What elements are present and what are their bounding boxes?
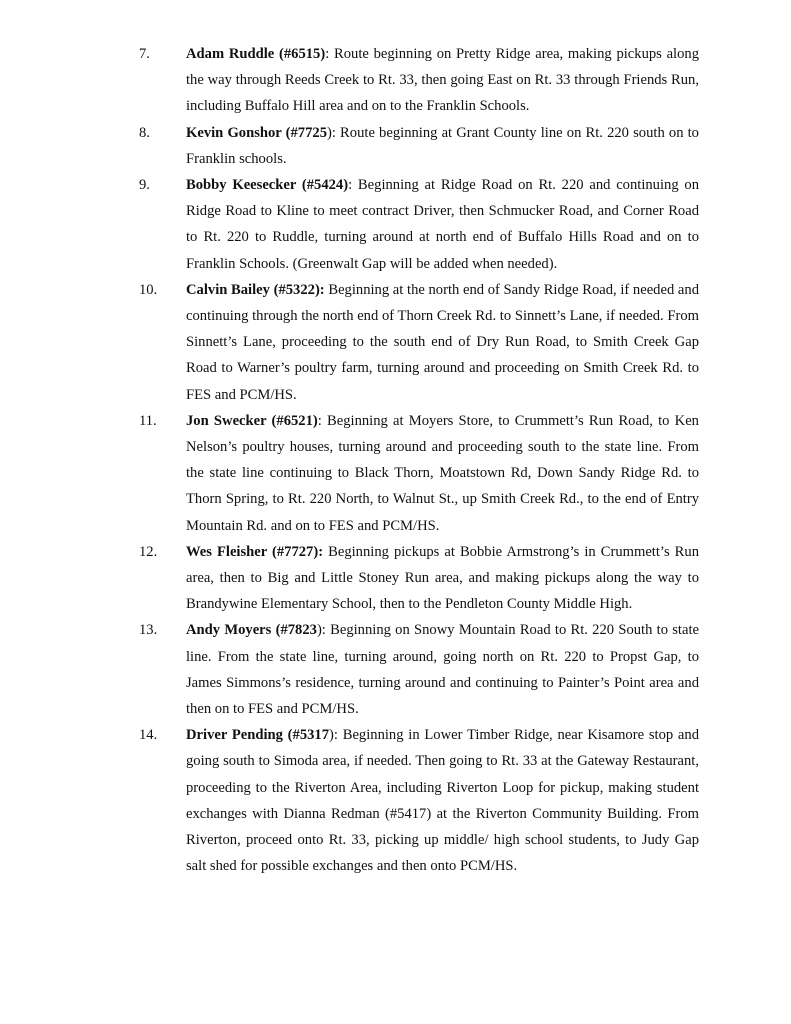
- route-description: : Beginning at Ridge Road on Rt. 220 and continuing on Ridge Road to Kline to meet contract Driver, then Schmucker Road, and Corner Road to Rt. 220 to Ruddle, turning around at north end of Buffalo Hills Road and on to Franklin Schools. (Greenwalt Gap will be added when needed).: [186, 177, 699, 272]
- route-description: ): Beginning in Lower Timber Ridge, near Kisamore stop and going south to Simoda area, if needed. Then going to Rt. 33 at the Gateway Restaurant, proceeding to the Riverton Area, including Riverton Loop for pickup, making student exchanges with Dianna Redman (#5417) at the Riverton Community Building. From Riverton, proceed onto Rt. 33, picking up middle/ high school students, to Judy Gap salt shed for possible exchanges and then onto PCM/HS.: [186, 727, 699, 875]
- driver-name: Adam Ruddle (#6515): [186, 46, 326, 62]
- list-item: [0, 617, 791, 722]
- route-description: Beginning at the north end of Sandy Ridge Road, if needed and continuing through the north end of Thorn Creek Rd. to Sinnett’s Lane, if needed. From Sinnett’s Lane, proceeding to the south end of Dry Run Road, to Smith Creek Gap Road to Warner’s poultry farm, turning around and proceeding on Smith Creek Rd. to FES and PCM/HS.: [186, 281, 699, 403]
- item-number: 7.: [139, 46, 150, 62]
- item-number: 14.: [139, 727, 158, 744]
- list-item: [0, 408, 791, 539]
- driver-name: Bobby Keesecker (#5424): [186, 177, 349, 194]
- route-description: : Route beginning on Pretty Ridge area, making pickups along the way through Reeds Creek to Rt. 33, then going East on Rt. 33 through Friends Run, including Buffalo Hill area and on to the Franklin Schools.: [186, 46, 700, 115]
- driver-name: Wes Fleisher (#7727):: [186, 543, 324, 560]
- item-body: [186, 539, 699, 618]
- route-description: ): Beginning on Snowy Mountain Road to Rt. 220 South to state line. From the state line, turning around, going north on Rt. 220 to Propst Gap, to James Simmons’s residence, turning around and continuing to Painter’s Point area and then on to FES and PCM/HS.: [186, 622, 699, 718]
- driver-name: Andy Moyers (#7823: [186, 622, 317, 639]
- list-item: [0, 539, 791, 618]
- item-number: 13.: [139, 622, 158, 639]
- route-description: ): Route beginning at Grant County line on Rt. 220 south on to Franklin schools.: [186, 124, 699, 167]
- list-item: [0, 120, 791, 172]
- route-description: : Beginning at Moyers Store, to Crummett’s Run Road, to Ken Nelson’s poultry houses, turning around and proceeding south to the state line. From the state line continuing to Black Thorn, Moatstown Rd, Down Sandy Ridge Rd. to Thorn Spring, to Rt. 220 North, to Walnut St., up Smith Creek Rd., to the end of Entry Mountain Rd. and on to FES and PCM/HS.: [186, 412, 699, 534]
- item-number: 9.: [139, 177, 150, 194]
- driver-name: Calvin Bailey (#5322):: [186, 281, 325, 298]
- list-item: [0, 41, 791, 120]
- item-number: 8.: [139, 124, 150, 141]
- route-list: [0, 41, 791, 880]
- item-body: [186, 41, 699, 120]
- item-number: 12.: [139, 543, 158, 560]
- list-item: [0, 277, 791, 408]
- item-body: [186, 722, 699, 879]
- driver-name: Jon Swecker (#6521): [186, 412, 318, 429]
- route-description: Beginning pickups at Bobbie Armstrong’s in Crummett’s Run area, then to Big and Little Stoney Run area, and making pickups along the way to Brandywine Elementary School, then to the Pendleton County Middle High.: [186, 543, 700, 613]
- item-body: [186, 408, 699, 539]
- item-body: [186, 617, 699, 722]
- list-item: [0, 722, 791, 879]
- item-body: [186, 120, 699, 172]
- item-number: 11.: [139, 412, 157, 429]
- item-number: 10.: [139, 281, 158, 298]
- item-body: [186, 172, 699, 277]
- item-body: [186, 277, 699, 408]
- driver-name: Kevin Gonshor (#7725: [186, 124, 327, 141]
- driver-name: Driver Pending (#5317: [186, 727, 330, 744]
- list-item: [0, 172, 791, 277]
